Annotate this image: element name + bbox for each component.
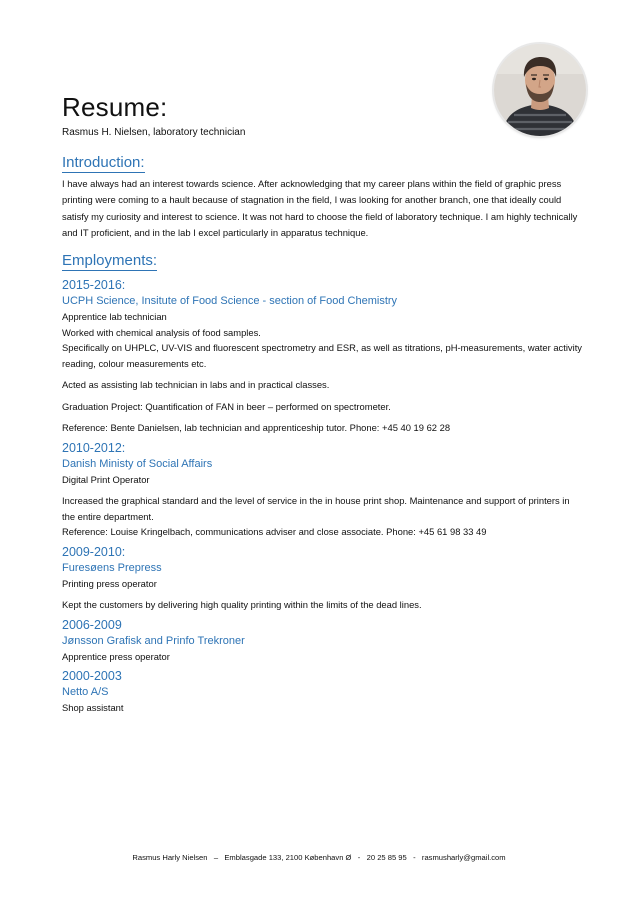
introduction-heading: Introduction: xyxy=(62,154,145,171)
job-role: Printing press operator xyxy=(62,577,157,589)
job-extra: Acted as assisting lab technician in labs and in practical classes. xyxy=(62,379,330,391)
job-organization: Jønsson Grafisk and Prinfo Trekroner xyxy=(62,634,245,647)
job-organization: Furesøens Prepress xyxy=(62,561,162,574)
job-reference: Reference: Louise Kringelbach, communications adviser and close associate. Phone: +45 61 98 33 49 xyxy=(62,526,487,538)
profile-photo xyxy=(494,44,586,136)
resume-subtitle: Rasmus H. Nielsen, laboratory technician xyxy=(62,127,246,138)
job-entry xyxy=(62,668,582,716)
job-organization: UCPH Science, Insitute of Food Science - section of Food Chemistry xyxy=(62,295,398,308)
job-reference: Reference: Bente Danielsen, lab technician and apprenticeship tutor. Phone: +45 40 19 62 28 xyxy=(62,422,451,434)
job-entry xyxy=(62,277,582,436)
introduction-text: I have always had an interest towards science. After acknowledging that my career plans within the field of graphic press printing were coming to a hault because of stagnation in the field, I was looking for another branch, one that ideally could satisfy my curiosity and interest to science. It was not hard to choose the field of laboratory technique. I am highly technically and IT proficient, and in the lab I excel particularly in apparatus technique. xyxy=(62,178,578,238)
employments-heading: Employments: xyxy=(62,252,158,270)
job-role: Shop assistant xyxy=(62,702,124,714)
job-detail: Worked with chemical analysis of food samples. xyxy=(62,326,261,338)
job-entry xyxy=(62,544,582,613)
job-detail: Specifically on UHPLC, UV-VIS and fluorescent spectrometry and ESR, as well as titrations, pH-measurements, water activity reading, colour measurements etc. xyxy=(62,342,582,369)
resume-content xyxy=(62,154,582,716)
job-detail: Increased the graphical standard and the level of service in the in house print shop. Maintenance and support of printers in the entire department. xyxy=(62,495,570,522)
job-entry xyxy=(62,617,582,665)
job-role: Digital Print Operator xyxy=(62,473,150,485)
job-period: 2000-2003 xyxy=(62,669,122,684)
job-detail: Kept the customers by delivering high quality printing within the limits of the dead lines. xyxy=(62,599,422,611)
job-period: 2009-2010: xyxy=(62,544,126,559)
job-organization: Netto A/S xyxy=(62,686,109,699)
job-organization: Danish Ministy of Social Affairs xyxy=(62,457,213,470)
job-entry xyxy=(62,440,582,540)
job-period: 2015-2016: xyxy=(62,278,126,293)
job-period: 2006-2009 xyxy=(62,617,122,632)
resume-title: Resume: xyxy=(62,92,168,122)
profile-photo-image xyxy=(494,44,586,136)
job-role: Apprentice lab technician xyxy=(62,311,167,323)
job-period: 2010-2012: xyxy=(62,440,126,455)
job-extra: Graduation Project: Quantification of FAN in beer – performed on spectrometer. xyxy=(62,400,391,412)
contact-footer: Rasmus Harly Nielsen – Emblasgade 133, 2100 København Ø - 20 25 85 95 - rasmusharly@gmail.com xyxy=(132,853,506,862)
job-role: Apprentice press operator xyxy=(62,650,170,662)
